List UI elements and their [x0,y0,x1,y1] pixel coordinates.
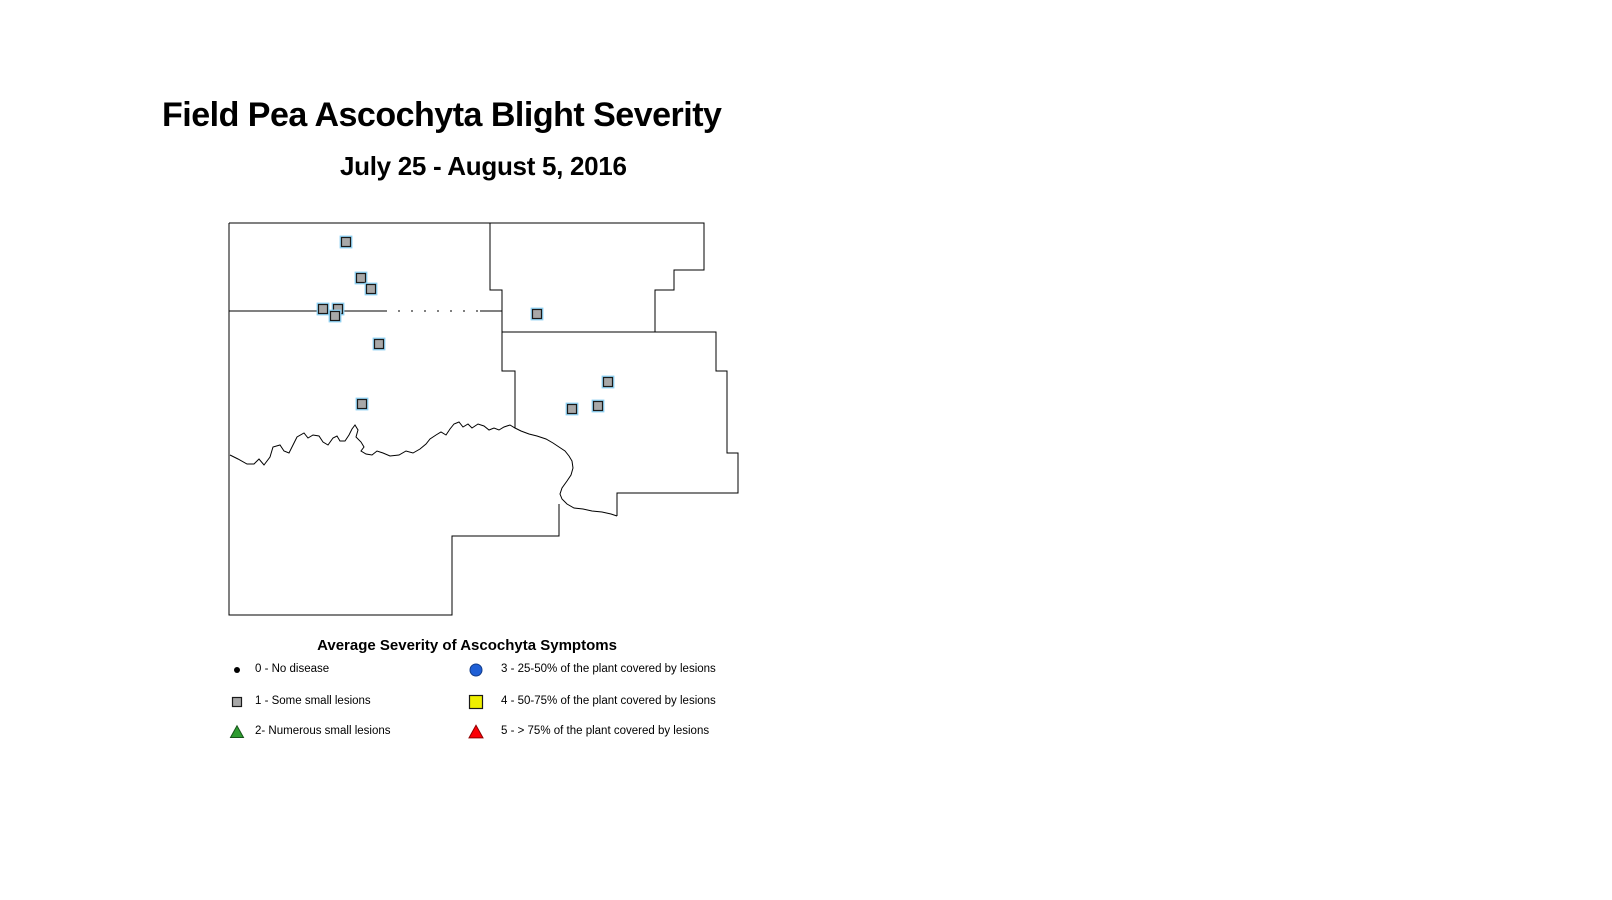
date-range-subtitle: July 25 - August 5, 2016 [340,151,627,181]
legend-item-4 [466,691,716,713]
county-borders-divider [490,223,515,428]
black-dot-icon [227,660,247,680]
page-title: Field Pea Ascochyta Blight Severity [162,96,722,134]
legend-item-label: 5 - > 75% of the plant covered by lesions [501,725,710,738]
legend-item-label: 2- Numerous small lesions [255,725,391,738]
legend-item-label: 1 - Some small lesions [255,695,371,708]
legend-title: Average Severity of Ascochyta Symptoms [317,637,617,654]
yellow-square-icon [466,692,486,712]
county-borders-southeast [502,332,738,516]
legend-item-1 [227,691,371,713]
severity-marker-9 [604,378,613,387]
severity-marker-0 [342,238,351,247]
legend-item-label: 0 - No disease [255,663,330,676]
legend-item-label: 4 - 50-75% of the plant covered by lesions [501,695,716,708]
legend-item-2 [227,721,391,743]
legend-item-0 [227,659,329,681]
legend-item-5 [466,721,709,743]
blue-circle-icon [466,660,486,680]
severity-marker-11 [568,405,577,414]
severity-marker-6 [375,340,384,349]
survey-site-markers [317,236,613,414]
river-line [230,422,617,516]
gray-square-icon [227,692,247,712]
severity-marker-3 [319,305,328,314]
green-triangle-icon [227,722,247,742]
red-triangle-icon [466,722,486,742]
severity-marker-7 [358,400,367,409]
severity-marker-2 [367,285,376,294]
severity-marker-10 [594,402,603,411]
legend-item-3 [466,659,716,681]
severity-marker-8 [533,310,542,319]
legend-item-label: 3 - 25-50% of the plant covered by lesions [501,663,716,676]
county-borders-north [229,223,704,332]
severity-marker-1 [357,274,366,283]
severity-marker-5 [331,312,340,321]
county-borders-west [229,223,559,615]
